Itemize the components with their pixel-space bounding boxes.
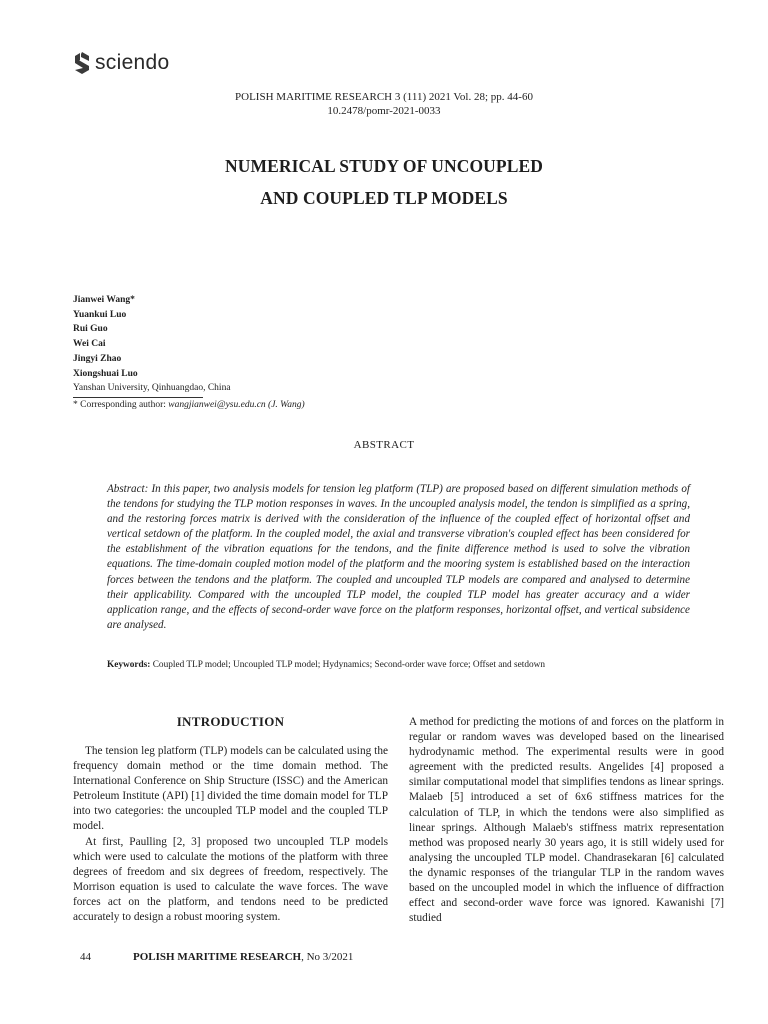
corresponding-author [73,398,305,413]
title-line-2: AND COUPLED TLP MODELS [260,188,508,208]
author-name: Rui Guo [73,324,108,335]
corresponding-email: wangjianwei@ysu.edu.cn (J. Wang) [168,399,305,410]
doi: 10.2478/pomr-2021-0033 [327,105,441,117]
page-number: 44 [80,951,91,963]
journal-citation: POLISH MARITIME RESEARCH 3 (111) 2021 Vol. 28; pp. 44-60 [235,91,533,103]
footer-journal: POLISH MARITIME RESEARCH [133,951,302,963]
body-paragraph: A method for predicting the motions of and forces on the platform in regular or random waves was developed based on the linearised hydrodynamic method. The experimental results were in good agreement with the predicted results. Angelides [4] proposed a similar computational model that simplifies tendons as linear springs. Malaeb [5] introduced a set of 6x6 stiffness matrices for the calculation of TLP, in which the tendons were also simplified as linear springs. Although Malaeb's stiffness matrix representation method was proposed nearly 30 years ago, it is still widely used for analysing the uncoupled TLP model. Chandrasekaran [6] calculated the dynamic responses of the triangular TLP in the random waves based on the uncoupled model in which the influence of diffraction effect and second-order wave force was ignored. Kawanishi [7] studied [409,716,724,925]
abstract-text: Abstract: In this paper, two analysis models for tension leg platform (TLP) are proposed based on different simulation methods of the tendons for studying the TLP motion responses in waves. In the uncoupled analysis model, the tendon is simplified as a spring, and the restoring forces matrix is derived with the consideration of the influence of the coupled effect of horizontal offset and vertical setdown of the platform. In the coupled model, the axial and transverse vibration's coupled effect has been considered for the establishment of the vibration equations for the tendons, and the finite difference method is used to solve the vibration equations. The time-domain coupled motion model of the platform and the mooring system is established based on the interaction forces between the tendons and the platform. The coupled and uncoupled TLP models are compared and analysed to determine their applicability. Compared with the uncoupled TLP model, the coupled TLP model has greater accuracy and a wider application range, and the effects of second-order wave force on the platform responses, horizontal offset, and vertical subsidence are analysed. [107,483,690,631]
author-name: Wei Cai [73,339,106,350]
author-name: Jianwei Wang* [73,295,135,305]
author-block [73,293,305,413]
corresponding-label: * Corresponding author: [73,399,169,410]
keywords-label: Keywords: [107,660,151,670]
logo-wordmark: sciendo [95,51,170,74]
affiliation: Yanshan University, Qinhuangdao, China [73,383,231,394]
abstract-heading: ABSTRACT [353,439,415,451]
body-paragraph: At first, Paulling [2, 3] proposed two uncoupled TLP models which were used to calculate the motions of the platform with three degrees of freedom and six degrees of freedom, respectively. The Morrison equation is used to calculate the wave forces. The wave forces act on the platform, and tendons need to be predicted accurately to design a robust mooring system. [73,835,388,924]
body-column-right [409,715,724,926]
author-name: Yuankui Luo [73,309,127,320]
author-name: Xiongshuai Luo [73,368,138,379]
body-column-left [73,744,388,925]
keywords [107,659,545,672]
sciendo-s-icon [73,51,91,75]
title-line-1: NUMERICAL STUDY OF UNCOUPLED [225,156,543,176]
body-paragraph: The tension leg platform (TLP) models can be calculated using the frequency domain method or the time domain method. The International Conference on Ship Structure (ISSC) and the American Petroleum Institute (API) [1] divided the time domain model for TLP into two categories: the uncoupled TLP model and the coupled TLP model. [73,745,388,833]
keywords-text: Coupled TLP model; Uncoupled TLP model; Hydynamics; Second-order wave force; Offset and setdown [150,660,545,670]
author-name: Jingyi Zhao [73,353,122,364]
introduction-heading: INTRODUCTION [176,714,285,729]
paper-title [0,150,768,214]
sciendo-logo [73,50,169,76]
page-footer [80,951,353,963]
footer-issue: , No 3/2021 [301,951,354,963]
